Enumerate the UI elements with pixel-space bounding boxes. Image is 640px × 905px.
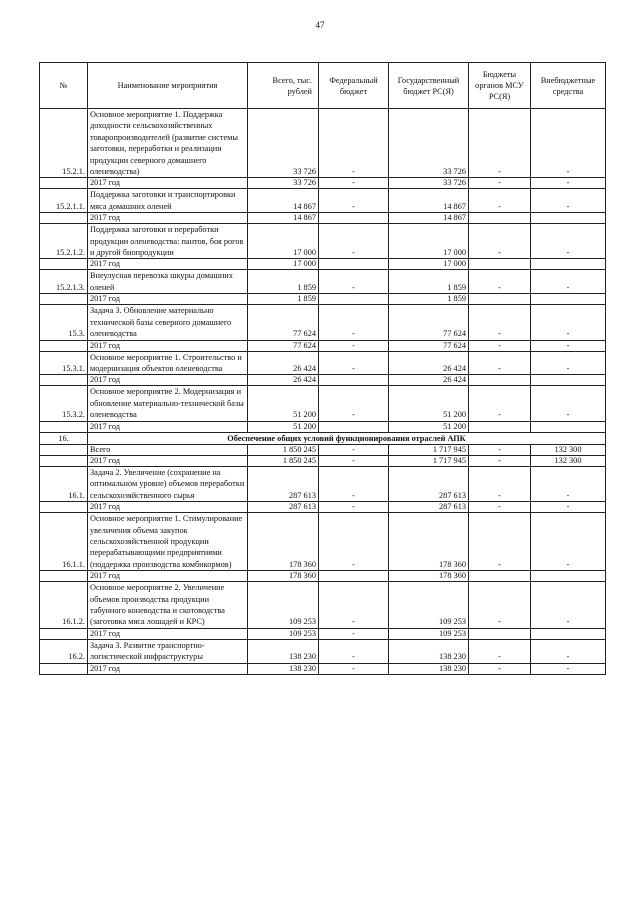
cell-msu: -	[469, 340, 531, 351]
cell-extra: -	[531, 305, 606, 340]
row-name: 2017 год	[88, 663, 248, 674]
cell-federal: -	[319, 178, 389, 189]
cell-state: 77 624	[389, 340, 469, 351]
cell-state: 1 859	[389, 270, 469, 294]
cell-federal: -	[319, 444, 389, 455]
cell-total: 287 613	[248, 502, 319, 513]
cell-state: 1 717 945	[389, 444, 469, 455]
row-number: 16.1.	[40, 466, 88, 501]
cell-federal: -	[319, 340, 389, 351]
cell-extra: -	[531, 109, 606, 178]
row-name: Основное мероприятие 1. Стимулирование увеличения объема закупок сельскохозяйственной продукции перерабатывающими предприятиями (поддержка производства комбикормов)	[88, 513, 248, 571]
cell-state: 287 613	[389, 466, 469, 501]
table-row	[40, 305, 606, 340]
cell-extra: -	[531, 340, 606, 351]
cell-state: 138 230	[389, 639, 469, 663]
cell-state: 51 200	[389, 421, 469, 432]
cell-state: 33 726	[389, 109, 469, 178]
cell-extra: -	[531, 663, 606, 674]
table-row	[40, 513, 606, 571]
cell-state: 14 867	[389, 213, 469, 224]
cell-extra: -	[531, 178, 606, 189]
row-name: 2017 год	[88, 421, 248, 432]
row-number	[40, 455, 88, 466]
cell-total: 1 850 245	[248, 455, 319, 466]
row-number: 16.	[40, 432, 88, 444]
cell-federal: -	[319, 582, 389, 629]
cell-msu: -	[469, 224, 531, 259]
header-row	[40, 63, 606, 109]
cell-total: 26 424	[248, 375, 319, 386]
cell-extra: 132 300	[531, 444, 606, 455]
cell-federal: -	[319, 224, 389, 259]
row-name: 2017 год	[88, 213, 248, 224]
cell-msu	[469, 259, 531, 270]
cell-msu	[469, 628, 531, 639]
table-row	[40, 466, 606, 501]
cell-msu: -	[469, 351, 531, 375]
cell-total: 109 253	[248, 628, 319, 639]
row-name: Задача 2. Увеличение (сохранение на оптимальном уровне) объемов переработки сельскохозяйственного сырья	[88, 466, 248, 501]
cell-federal: -	[319, 639, 389, 663]
cell-federal: -	[319, 270, 389, 294]
row-number: 15.2.1.1.	[40, 189, 88, 213]
cell-state: 26 424	[389, 351, 469, 375]
cell-total: 14 867	[248, 189, 319, 213]
year-row	[40, 571, 606, 582]
header-no: №	[40, 63, 88, 109]
row-number	[40, 421, 88, 432]
cell-state: 1 717 945	[389, 455, 469, 466]
cell-extra: 132 300	[531, 455, 606, 466]
cell-total: 51 200	[248, 421, 319, 432]
cell-msu: -	[469, 109, 531, 178]
cell-federal	[319, 259, 389, 270]
row-name: Поддержка заготовки и переработки продукции оленеводства: пантов, боя рогов и другой биопродукции	[88, 224, 248, 259]
cell-federal	[319, 375, 389, 386]
cell-federal	[319, 294, 389, 305]
cell-total: 178 360	[248, 513, 319, 571]
cell-extra: -	[531, 639, 606, 663]
cell-total: 51 200	[248, 386, 319, 421]
cell-federal: -	[319, 455, 389, 466]
year-row	[40, 259, 606, 270]
cell-state: 26 424	[389, 375, 469, 386]
cell-state: 51 200	[389, 386, 469, 421]
row-number	[40, 340, 88, 351]
cell-extra	[531, 628, 606, 639]
year-row	[40, 213, 606, 224]
row-name: 2017 год	[88, 571, 248, 582]
cell-msu: -	[469, 444, 531, 455]
row-number: 15.2.1.	[40, 109, 88, 178]
cell-extra	[531, 571, 606, 582]
header-msu: Бюджеты органов МСУ РС(Я)	[469, 63, 531, 109]
cell-federal	[319, 421, 389, 432]
cell-total: 17 000	[248, 259, 319, 270]
year-row	[40, 628, 606, 639]
row-number: 16.1.1.	[40, 513, 88, 571]
row-name: Поддержка заготовки и транспортировки мяса домашних оленей	[88, 189, 248, 213]
row-name: 2017 год	[88, 259, 248, 270]
cell-msu	[469, 294, 531, 305]
cell-msu: -	[469, 386, 531, 421]
table-row	[40, 109, 606, 178]
row-name: 2017 год	[88, 455, 248, 466]
cell-state: 1 859	[389, 294, 469, 305]
year-row	[40, 455, 606, 466]
cell-federal: -	[319, 663, 389, 674]
cell-federal: -	[319, 628, 389, 639]
section-row	[40, 432, 606, 444]
header-extra: Внебюджетные средства	[531, 63, 606, 109]
cell-msu: -	[469, 582, 531, 629]
table-row	[40, 386, 606, 421]
cell-total: 26 424	[248, 351, 319, 375]
row-name: 2017 год	[88, 340, 248, 351]
table-row	[40, 224, 606, 259]
cell-msu	[469, 375, 531, 386]
cell-state: 77 624	[389, 305, 469, 340]
cell-msu: -	[469, 270, 531, 294]
cell-total: 77 624	[248, 305, 319, 340]
cell-extra: -	[531, 466, 606, 501]
year-row	[40, 663, 606, 674]
cell-msu: -	[469, 455, 531, 466]
year-row	[40, 294, 606, 305]
cell-state: 109 253	[389, 582, 469, 629]
cell-msu	[469, 571, 531, 582]
cell-total: 1 850 245	[248, 444, 319, 455]
cell-total: 14 867	[248, 213, 319, 224]
row-number: 15.2.1.3.	[40, 270, 88, 294]
row-number: 15.3.2.	[40, 386, 88, 421]
cell-msu: -	[469, 189, 531, 213]
cell-total: 287 613	[248, 466, 319, 501]
row-name: Внеулусная перевозка шкуры домашних оленей	[88, 270, 248, 294]
row-name: 2017 год	[88, 502, 248, 513]
row-name: 2017 год	[88, 294, 248, 305]
row-name: Всего	[88, 444, 248, 455]
budget-table	[39, 62, 606, 675]
year-row	[40, 421, 606, 432]
cell-state: 138 230	[389, 663, 469, 674]
row-name: 2017 год	[88, 628, 248, 639]
row-number	[40, 444, 88, 455]
cell-extra: -	[531, 224, 606, 259]
year-row	[40, 444, 606, 455]
row-number	[40, 259, 88, 270]
cell-total: 77 624	[248, 340, 319, 351]
section-title: Обеспечение общих условий функционирования отраслей АПК	[88, 432, 606, 444]
cell-state: 287 613	[389, 502, 469, 513]
cell-msu: -	[469, 639, 531, 663]
row-number	[40, 663, 88, 674]
cell-federal: -	[319, 386, 389, 421]
cell-federal: -	[319, 189, 389, 213]
cell-msu: -	[469, 502, 531, 513]
cell-total: 33 726	[248, 178, 319, 189]
row-number	[40, 628, 88, 639]
cell-total: 109 253	[248, 582, 319, 629]
cell-msu: -	[469, 466, 531, 501]
row-number	[40, 213, 88, 224]
cell-state: 109 253	[389, 628, 469, 639]
cell-extra	[531, 259, 606, 270]
year-row	[40, 340, 606, 351]
row-name: Основное мероприятие 1. Строительство и модернизация объектов оленеводства	[88, 351, 248, 375]
cell-total: 1 859	[248, 270, 319, 294]
cell-extra: -	[531, 502, 606, 513]
cell-state: 14 867	[389, 189, 469, 213]
cell-extra: -	[531, 189, 606, 213]
year-row	[40, 375, 606, 386]
cell-federal: -	[319, 513, 389, 571]
cell-extra	[531, 213, 606, 224]
row-number	[40, 502, 88, 513]
cell-extra: -	[531, 270, 606, 294]
year-row	[40, 178, 606, 189]
row-number	[40, 375, 88, 386]
row-name: 2017 год	[88, 375, 248, 386]
table-row	[40, 189, 606, 213]
header-federal: Федеральный бюджет	[319, 63, 389, 109]
cell-state: 17 000	[389, 224, 469, 259]
row-number	[40, 178, 88, 189]
cell-federal: -	[319, 109, 389, 178]
row-number: 15.2.1.2.	[40, 224, 88, 259]
header-name: Наименование мероприятия	[88, 63, 248, 109]
cell-extra: -	[531, 386, 606, 421]
cell-federal: -	[319, 351, 389, 375]
cell-federal	[319, 213, 389, 224]
row-name: Основное мероприятие 2. Увеличение объемов производства продукции табунного коневодства и скотоводства (заготовка мяса лошадей и КРС)	[88, 582, 248, 629]
table-row	[40, 639, 606, 663]
cell-msu	[469, 421, 531, 432]
cell-state: 33 726	[389, 178, 469, 189]
row-number: 15.3.1.	[40, 351, 88, 375]
row-number	[40, 571, 88, 582]
header-state: Государственный бюджет РС(Я)	[389, 63, 469, 109]
cell-extra	[531, 421, 606, 432]
row-number: 16.1.2.	[40, 582, 88, 629]
cell-total: 178 360	[248, 571, 319, 582]
cell-total: 138 230	[248, 663, 319, 674]
cell-state: 17 000	[389, 259, 469, 270]
cell-federal	[319, 571, 389, 582]
cell-federal: -	[319, 305, 389, 340]
row-number	[40, 294, 88, 305]
cell-total: 138 230	[248, 639, 319, 663]
row-number: 15.3.	[40, 305, 88, 340]
cell-msu: -	[469, 305, 531, 340]
table-row	[40, 270, 606, 294]
table-row	[40, 351, 606, 375]
cell-msu: -	[469, 513, 531, 571]
cell-extra: -	[531, 351, 606, 375]
cell-msu: -	[469, 663, 531, 674]
cell-extra	[531, 375, 606, 386]
header-total: Всего, тыс. рублей	[248, 63, 319, 109]
year-row	[40, 502, 606, 513]
cell-total: 33 726	[248, 109, 319, 178]
row-name: Основное мероприятие 2. Модернизация и обновление материально-технической базы оленеводства	[88, 386, 248, 421]
cell-msu: -	[469, 178, 531, 189]
cell-state: 178 360	[389, 513, 469, 571]
cell-total: 1 859	[248, 294, 319, 305]
cell-extra: -	[531, 513, 606, 571]
row-name: Задача 3. Обновление материально технической базы северного домашнего оленеводства	[88, 305, 248, 340]
row-name: 2017 год	[88, 178, 248, 189]
cell-total: 17 000	[248, 224, 319, 259]
cell-federal: -	[319, 502, 389, 513]
cell-msu	[469, 213, 531, 224]
row-name: Основное мероприятие 1. Поддержка доходности сельскохозяйственных товаропроизводителей (развитие системы заготовки, переработки и реализации продукции северного домашнего оленеводства)	[88, 109, 248, 178]
page-number: 47	[315, 20, 325, 30]
row-number: 16.2.	[40, 639, 88, 663]
table-row	[40, 582, 606, 629]
cell-extra: -	[531, 582, 606, 629]
cell-extra	[531, 294, 606, 305]
cell-state: 178 360	[389, 571, 469, 582]
cell-federal: -	[319, 466, 389, 501]
row-name: Задача 3. Развитие транспортно-логистической инфраструктуры	[88, 639, 248, 663]
